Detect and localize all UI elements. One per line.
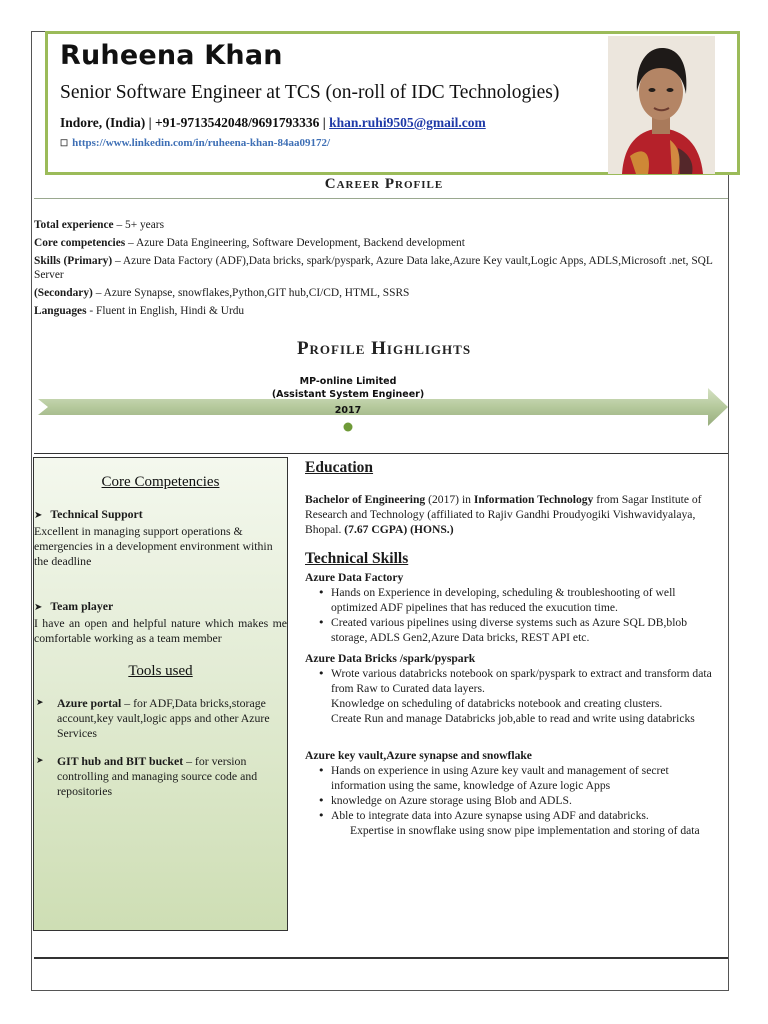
skill-bullet: • Able to integrate data into Azure synapse using ADF and databricks. [331, 808, 720, 823]
competency-item [34, 599, 287, 646]
summary-line: Core competencies – Azure Data Engineering, Software Development, Backend development [34, 237, 465, 249]
highlights-rule [34, 453, 728, 454]
tool-name: Azure portal [57, 696, 122, 710]
competency-item [34, 507, 287, 569]
skill-bullet: • Wrote various databricks notebook on spark/pyspark to extract and transform data from Raw to Curated data layers. [331, 666, 720, 696]
skill-group-title: Azure key vault,Azure synapse and snowflake [305, 749, 532, 762]
education-text: Bachelor of Engineering (2017) in Information Technology from Sagar Institute of Research and Technology (affiliated to Rajiv Gandhi Proudyogiki Vishwavidyalaya, Bhopal. (7.67 CGPA) (HONS.) [305, 493, 702, 536]
competency-text: Excellent in managing support operations & emergencies in a development environment within the deadline [34, 524, 273, 568]
arrow-bullet-icon: ➤ [36, 756, 44, 766]
arrow-bullet-icon: ➤ [34, 602, 43, 613]
arrow-bullet-icon: ➤ [36, 698, 44, 708]
timeline-role: (Assistant System Engineer) [271, 389, 425, 400]
skill-group [305, 651, 720, 726]
skill-bullet: • Hands on Experience in developing, scheduling & troubleshooting of well optimized ADF pipelines that has reduced the exucution time. [331, 585, 720, 615]
profile-highlights-title: Profile Highlights [296, 338, 472, 359]
profile-photo [608, 36, 715, 174]
candidate-name: Ruheena Khan [60, 40, 283, 71]
skill-group [305, 748, 720, 838]
skill-text: Expertise in snowflake using snow pipe implementation and storing of data [350, 824, 700, 837]
skill-bullet: • Created various pipelines using diverse systems such as Azure SQL DB,blob storage, ADLS Gen2,Azure Data bricks, REST API etc. [331, 615, 720, 645]
linkedin-line [60, 137, 330, 149]
technical-skills-heading: Technical Skills [305, 550, 409, 567]
skill-group-title: Azure Data Factory [305, 571, 404, 584]
timeline-dot [344, 423, 353, 432]
job-title: Senior Software Engineer at TCS (on-roll of IDC Technologies) [60, 82, 560, 103]
timeline-year: 2017 [334, 405, 362, 416]
header-box [45, 31, 740, 175]
competency-text: I have an open and helpful nature which makes me comfortable working as a team member [34, 616, 287, 645]
summary-line: Languages - Fluent in English, Hindi & Urdu [34, 305, 245, 317]
email-link[interactable]: khan.ruhi9505@gmail.com [329, 115, 486, 130]
skill-group [305, 570, 720, 645]
bottom-rule [34, 957, 728, 959]
sidebar-panel [33, 457, 288, 931]
competency-title: ➤ Technical Support [34, 507, 143, 521]
main-column [305, 460, 720, 838]
location-phone: Indore, (India) | +91-9713542048/9691793336 | [60, 115, 330, 130]
summary-line: Skills (Primary) – Azure Data Factory (ADF),Data bricks, spark/pyspark, Azure Data lake,Azure Key vault,Logic Apps, ADLS,Microsoft .net, SQL Server [34, 255, 713, 281]
skill-group-title: Azure Data Bricks /spark/pyspark [305, 652, 476, 665]
tool-text: for version controlling and managing source code and repositories [57, 754, 258, 798]
competency-title: ➤ Team player [34, 599, 114, 613]
skill-bullet: • Hands on experience in using Azure key vault and management of secret information using the same, knowledge of Azure logic Apps [331, 763, 720, 793]
tool-item: ➤ GIT hub and BIT bucket – for version controlling and managing source code and repositories [36, 754, 258, 798]
timeline-company: MP-online Limited [299, 376, 397, 387]
skill-bullet: • knowledge on Azure storage using Blob and ADLS. [331, 793, 720, 808]
linkedin-link[interactable]: https://www.linkedin.com/in/ruheena-khan-84aa09172/ [72, 137, 331, 149]
contact-line [60, 115, 486, 131]
tool-text: for ADF,Data bricks,storage account,key vault,logic apps and other Azure Services [57, 696, 270, 740]
career-profile-title: Career Profile [324, 176, 444, 192]
core-competencies-heading: Core Competencies [101, 474, 220, 490]
tool-item: ➤ Azure portal – for ADF,Data bricks,storage account,key vault,logic apps and other Azure Services [36, 696, 270, 740]
arrow-bullet-icon: ➤ [34, 510, 43, 521]
education-heading: Education [305, 459, 374, 476]
summary-line: Total experience – 5+ years [34, 219, 165, 231]
skill-text: Knowledge on scheduling of databricks notebook and creating clusters. [331, 697, 663, 710]
linkedin-icon: ☐ [60, 138, 69, 148]
career-profile-rule [34, 198, 728, 199]
career-profile-summary [34, 216, 724, 320]
skill-text: Create Run and manage Databricks job,able to read and write using databricks [331, 712, 695, 725]
tool-name: GIT hub and BIT bucket [57, 754, 184, 768]
tools-used-heading: Tools used [128, 663, 193, 679]
summary-line: (Secondary) – Azure Synapse, snowflakes,Python,GIT hub,CI/CD, HTML, SSRS [34, 287, 410, 299]
